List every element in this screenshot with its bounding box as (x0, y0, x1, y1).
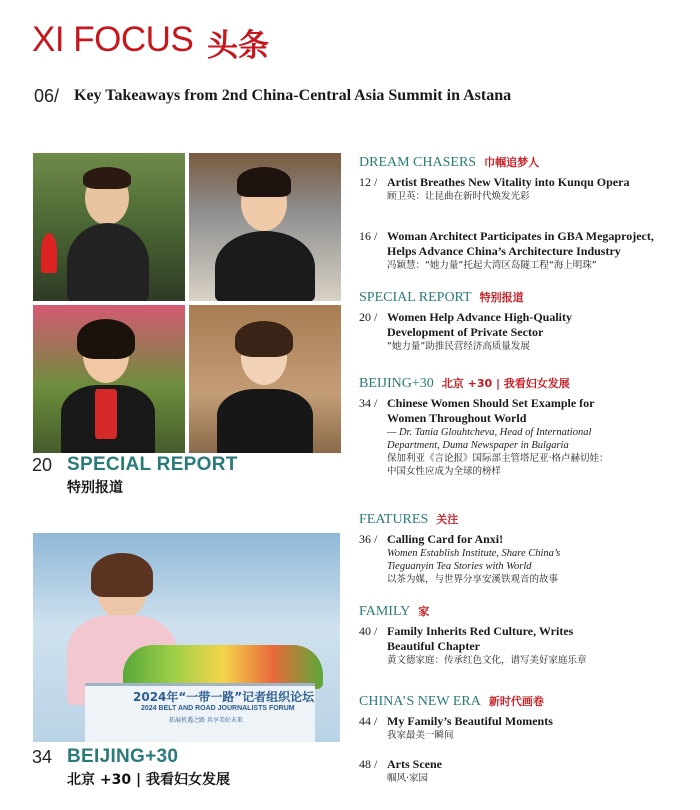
toc-entry-title[interactable]: Family Inherits Red Culture, Writes (387, 624, 574, 638)
toc-entry-title[interactable]: Calling Card for Anxi! (387, 532, 504, 546)
portrait-photo-1 (33, 153, 185, 301)
beijing-label: BEIJING+30 (67, 746, 179, 767)
toc-entry-chinese-title: “她力量”助推民营经济高质量发展 (387, 341, 530, 352)
toc-category-label-chinese: 关注 (436, 513, 459, 526)
forum-banner-slogan: 拓展机遇之路 共享美好未来 (169, 717, 243, 724)
toc-entry-page-number: 36 / (359, 532, 378, 546)
special-report-page-number: 20 (32, 455, 53, 475)
toc-entry-title[interactable]: Chinese Women Should Set Example for (387, 396, 595, 410)
toc-entry-chinese-title: 我家最美一瞬间 (387, 730, 454, 741)
toc-section (359, 602, 689, 676)
toc-category-label-chinese: 北京 +30 | 我看妇女发展 (441, 377, 570, 390)
toc-section (359, 757, 689, 794)
beijing-page-number: 34 (32, 747, 53, 767)
toc-category (359, 153, 689, 171)
toc-category-label: BEIJING+30 (359, 376, 434, 391)
toc-entry-deck: Women Establish Institute, Share China’s (387, 548, 561, 559)
toc-entry-chinese-title: 黄文德家庭：传承红色文化，谱写美好家庭乐章 (387, 655, 587, 666)
toc-category (359, 602, 689, 620)
toc-category-label: CHINA’S NEW ERA (359, 694, 481, 709)
toc-section (359, 692, 689, 751)
section-title-chinese: 头条 (207, 28, 269, 64)
toc-entry-page-number: 34 / (359, 396, 378, 410)
toc-category-label-chinese: 新时代画卷 (488, 695, 544, 708)
toc-category-label-chinese: 家 (418, 605, 430, 618)
special-report-label-chinese: 特别报道 (67, 480, 123, 496)
toc-entry-page-number: 48 / (359, 757, 378, 771)
portrait-photo-2 (189, 153, 341, 301)
toc-category-label: FEATURES (359, 512, 429, 527)
toc-entry-deck: Tieguanyin Tea Stories with World (387, 561, 532, 572)
toc-entry[interactable] (359, 396, 689, 478)
toc-entry-chinese-title: 保加利亚《言论报》国际部主管塔尼亚·格卢赫切娃： (387, 453, 609, 464)
section-title: XI FOCUS (32, 20, 194, 59)
forum-banner-subtitle: 2024 BELT AND ROAD JOURNALISTS FORUM (141, 705, 295, 712)
lead-article-title[interactable]: Key Takeaways from 2nd China-Central Asia Summit in Astana (74, 87, 512, 104)
toc-entry-title[interactable]: Helps Advance China’s Architecture Industry (387, 244, 621, 258)
toc-entry[interactable] (359, 229, 689, 272)
portrait-photo-4 (189, 305, 341, 453)
toc-category-label-chinese: 特别报道 (479, 291, 524, 304)
toc-entry[interactable] (359, 714, 689, 742)
forum-speaker-photo (33, 533, 340, 742)
toc-entry[interactable] (359, 757, 689, 785)
toc-entry-title[interactable]: My Family’s Beautiful Moments (387, 714, 553, 728)
special-report-label: SPECIAL REPORT (67, 454, 238, 475)
toc-section (359, 288, 689, 362)
toc-entry-title[interactable]: Woman Architect Participates in GBA Megaproject, (387, 229, 654, 243)
toc-entry-title[interactable]: Artist Breathes New Vitality into Kunqu Opera (387, 175, 630, 189)
toc-entry[interactable] (359, 624, 689, 667)
toc-entry-title[interactable]: Beautiful Chapter (387, 639, 480, 653)
lead-page-number: 06/ (34, 86, 60, 106)
toc-entry-title[interactable]: Women Help Advance High-Quality (387, 310, 573, 324)
toc-category (359, 692, 689, 710)
portrait-photo-3 (33, 305, 185, 453)
toc-section (359, 374, 689, 487)
toc-entry-page-number: 40 / (359, 624, 378, 638)
toc-category (359, 288, 689, 306)
toc-category (359, 374, 689, 392)
toc-entry-page-number: 20 / (359, 310, 378, 324)
toc-entry-chinese-title: 顾卫英：让昆曲在新时代焕发光彩 (387, 191, 530, 202)
toc-entry-title[interactable]: Women Throughout World (387, 411, 527, 425)
toc-entry-title[interactable]: Development of Private Sector (387, 325, 544, 339)
toc-entry-deck: Department, Duma Newspaper in Bulgaria (387, 440, 569, 451)
forum-banner-title: 2024年“一带一路”记者组织论坛 (133, 690, 315, 704)
toc-entry-chinese-title: 帼风·家园 (387, 773, 429, 784)
toc-entry[interactable] (359, 310, 689, 353)
toc-entry-chinese-title: 以茶为媒，与世界分享安溪铁观音的故事 (387, 574, 559, 585)
toc-entry-title[interactable]: Arts Scene (387, 757, 442, 771)
toc-category-label: SPECIAL REPORT (359, 290, 472, 305)
toc-section (359, 510, 689, 595)
toc-entry-page-number: 44 / (359, 714, 378, 728)
toc-entry[interactable] (359, 532, 689, 586)
toc-entry-chinese-title: 中国女性应成为全球的榜样 (387, 466, 502, 477)
toc-entry-deck: — Dr. Tania Glouhtcheva, Head of International (387, 427, 592, 438)
toc-section (359, 153, 689, 281)
beijing-label-chinese: 北京 +30 | 我看妇女发展 (67, 772, 230, 788)
toc-category (359, 510, 689, 528)
toc-entry-page-number: 12 / (359, 175, 378, 189)
toc-entry-chinese-title: 冯颖慧：“她力量”托起大湾区岛隧工程“海上明珠” (387, 260, 597, 271)
toc-category-label: FAMILY (359, 604, 411, 619)
toc-category-label-chinese: 巾帼追梦人 (484, 156, 540, 169)
toc-category-label: DREAM CHASERS (359, 155, 477, 170)
toc-entry[interactable] (359, 175, 689, 203)
toc-entry-page-number: 16 / (359, 229, 378, 243)
